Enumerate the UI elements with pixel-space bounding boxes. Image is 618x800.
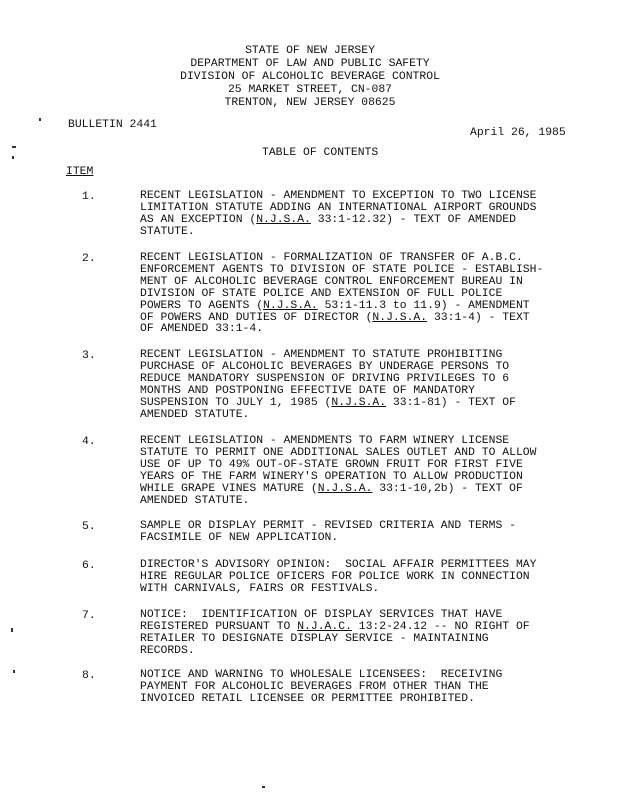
statute-reference: N.J.S.A. <box>263 299 318 312</box>
entry-text: RECENT LEGISLATION - AMENDMENT TO EXCEPTION TO TWO LICENSE LIMITATION STATUTE ADDING AN INTERNATIONAL AIRPORT GROUNDS AS AN EXCEPTION (N.J.S.A. 33:1-12.32) - TEXT OF AMENDED STATUTE. <box>140 190 544 238</box>
letterhead-division: DIVISION OF ALCOHOLIC BEVERAGE CONTROL <box>180 71 440 83</box>
entry-text: NOTICE: IDENTIFICATION OF DISPLAY SERVICES THAT HAVE REGISTERED PURSUANT TO N.J.A.C. 13:2-24.12 -- NO RIGHT OF RETAILER TO DESIGNATE DISPLAY SERVICE - MAINTAINING RECORDS. <box>140 609 537 657</box>
entry-number: 2. <box>82 253 96 265</box>
entry-text: RECENT LEGISLATION - AMENDMENT TO STATUTE PROHIBITING PURCHASE OF ALCOHOLIC BEVERAGES BY UNDERAGE PERSONS TO REDUCE MANDATORY SUSPENSION OF DRIVING PRIVILEGES TO 6 MONTHS AND POSTPONING EFFECTIVE DATE OF MANDATORY SUSPENSION TO JULY 1, 1985 (N.J.S.A. 33:1-81) - TEXT OF AMENDED STATUTE. <box>140 349 523 421</box>
scan-speck <box>11 628 13 632</box>
scan-speck <box>39 118 41 121</box>
entry-number: 3. <box>82 350 96 362</box>
entry-number: 5. <box>82 521 96 533</box>
statute-reference: N.J.S.A. <box>256 213 311 226</box>
entry-text: NOTICE AND WARNING TO WHOLESALE LICENSEES: RECEIVING PAYMENT FOR ALCOHOLIC BEVERAGES FROM OTHER THAN THE INVOICED RETAIL LICENSEE OR PERMITTEE PROHIBITED. <box>140 669 510 705</box>
regulation-reference: N.J.A.C. <box>297 620 352 633</box>
letterhead-state: STATE OF NEW JERSEY <box>245 45 375 57</box>
entry-number: 7. <box>82 610 96 622</box>
entry-number: 1. <box>82 191 96 203</box>
entry-text: RECENT LEGISLATION - AMENDMENTS TO FARM WINERY LICENSE STATUTE TO PERMIT ONE ADDITIONAL SALES OUTLET AND TO ALLOW USE OF UP TO 49% OUT-OF-STATE GROWN FRUIT FOR FIRST FIVE YEARS OF THE FARM WINERY'S OPERATION TO ALLOW PRODUCTION WHILE GRAPE VINES MATURE (N.J.S.A. 33:1-10,2b) - TEXT OF AMENDED STATUTE. <box>140 435 544 507</box>
scan-speck <box>12 156 14 159</box>
letterhead <box>160 45 460 110</box>
entry-number: 4. <box>82 436 96 448</box>
item-column-header: ITEM <box>66 166 94 178</box>
entry-number: 6. <box>82 560 96 572</box>
entry-number: 8. <box>82 670 96 682</box>
letterhead-department: DEPARTMENT OF LAW AND PUBLIC SAFETY <box>190 58 430 70</box>
letterhead-street: 25 MARKET STREET, CN-087 <box>227 84 393 96</box>
letterhead-city: TRENTON, NEW JERSEY 08625 <box>224 97 396 109</box>
bulletin-number: BULLETIN 2441 <box>68 119 157 131</box>
statute-reference: N.J.S.A. <box>372 311 428 324</box>
entry-text: RECENT LEGISLATION - FORMALIZATION OF TRANSFER OF A.B.C. ENFORCEMENT AGENTS TO DIVISION OF STATE POLICE - ESTABLISH-MENT OF ALCOHOLIC BEVERAGE CONTROL ENFORCEMENT BUREAU IN DIVISION OF STATE POLICE AND EXTENSION OF FULL POLICE POWERS TO AGENTS (N.J.S.A. 53:1-11.3 to 11.9) - AMENDMENT OF POWERS AND DUTIES OF DIRECTOR (N.J.S.A. 33:1-4) - TEXT OF AMENDED 33:1-4. <box>140 252 544 336</box>
scan-speck <box>13 670 15 673</box>
scan-speck <box>12 146 16 148</box>
statute-reference: N.J.S.A. <box>331 396 387 409</box>
entry-text: DIRECTOR'S ADVISORY OPINION: SOCIAL AFFAIR PERMITTEES MAY HIRE REGULAR POLICE OFICERS FOR POLICE WORK IN CONNECTION WITH CARNIVALS, FAIRS OR FESTIVALS. <box>140 559 544 595</box>
statute-reference: N.J.S.A. <box>317 482 373 495</box>
entry-text: SAMPLE OR DISPLAY PERMIT - REVISED CRITERIA AND TERMS - FACSIMILE OF NEW APPLICATION. <box>140 520 523 544</box>
toc-title: TABLE OF CONTENTS <box>262 147 379 159</box>
bulletin-date: April 26, 1985 <box>470 127 566 139</box>
scan-speck <box>262 786 265 788</box>
